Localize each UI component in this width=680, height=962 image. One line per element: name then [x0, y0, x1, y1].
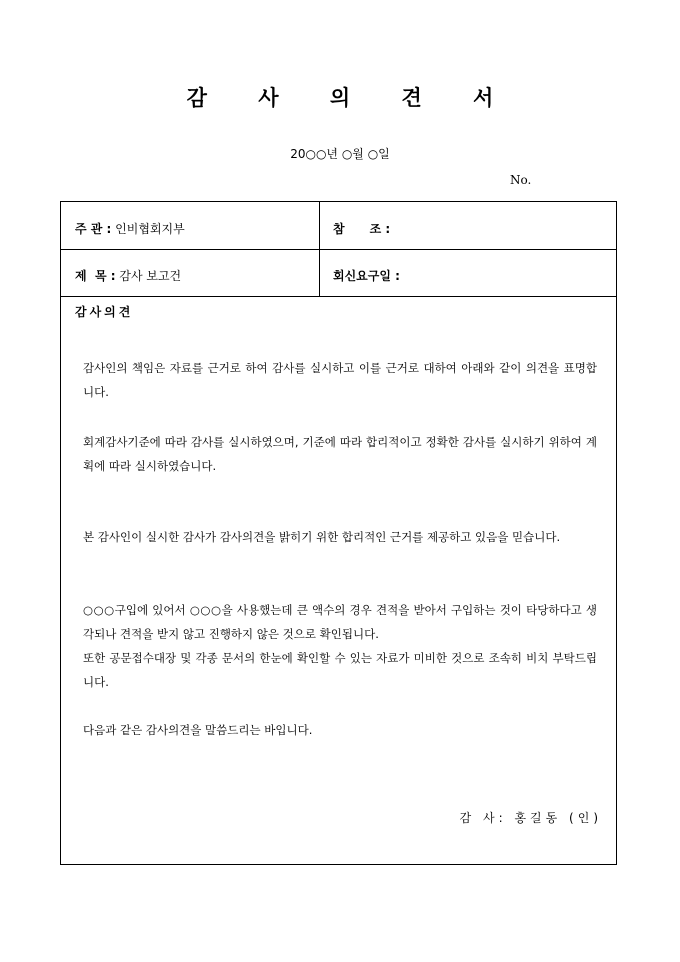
- document-title: 감 사 의 견 서: [186, 85, 516, 110]
- document-number-label: No.: [510, 173, 532, 187]
- opinion-paragraph: ○○○구입에 있어서 ○○○을 사용했는데 큰 액수의 경우 견적을 받아서 구입하는 것이 타당하다고 생각되나 견적을 받지 않고 진행하지 않은 것으로 확인됩니다.: [83, 603, 597, 641]
- reference-cell: [333, 220, 390, 237]
- opinion-paragraph: 또한 공문접수대장 및 각종 문서의 한눈에 확인할 수 있는 자료가 미비한 것으로 조속히 비치 부탁드립니다.: [83, 651, 597, 689]
- opinion-paragraph: 본 감사인이 실시한 감사가 감사의견을 밝히기 위한 합리적인 근거를 제공하고 있음을 믿습니다.: [83, 530, 561, 544]
- subject-cell: [75, 267, 181, 284]
- opinion-paragraph: 감사인의 책임은 자료를 근거로 하여 감사를 실시하고 이를 근거로 대하여 아래와 같이 의견을 표명합니다.: [83, 361, 597, 399]
- organizer-label: 주 관 :: [75, 222, 112, 236]
- opinion-form: [60, 201, 617, 865]
- subject-label: 제 목 :: [75, 269, 116, 283]
- reply-due-cell: [333, 267, 400, 284]
- document-date: 20○○년 ○월 ○일: [290, 147, 390, 161]
- header-divider: [319, 202, 320, 297]
- subject-value: 감사 보고건: [119, 269, 182, 283]
- opinion-section-title: 감사의견: [75, 305, 134, 319]
- opinion-paragraph: 다음과 같은 감사의견을 말씀드리는 바입니다.: [83, 723, 313, 737]
- auditor-signature: 감 사: 홍길동 (인): [459, 811, 602, 825]
- reference-label: 참 조 :: [333, 222, 391, 236]
- organizer-value: 인비협회지부: [115, 222, 185, 236]
- organizer-cell: [75, 220, 185, 237]
- reply-due-label: 회신요구일 :: [333, 269, 400, 283]
- opinion-paragraph: 회계감사기준에 따라 감사를 실시하였으며, 기준에 따라 합리적이고 정확한 감사를 실시하기 위하여 계획에 따라 실시하였습니다.: [83, 435, 597, 473]
